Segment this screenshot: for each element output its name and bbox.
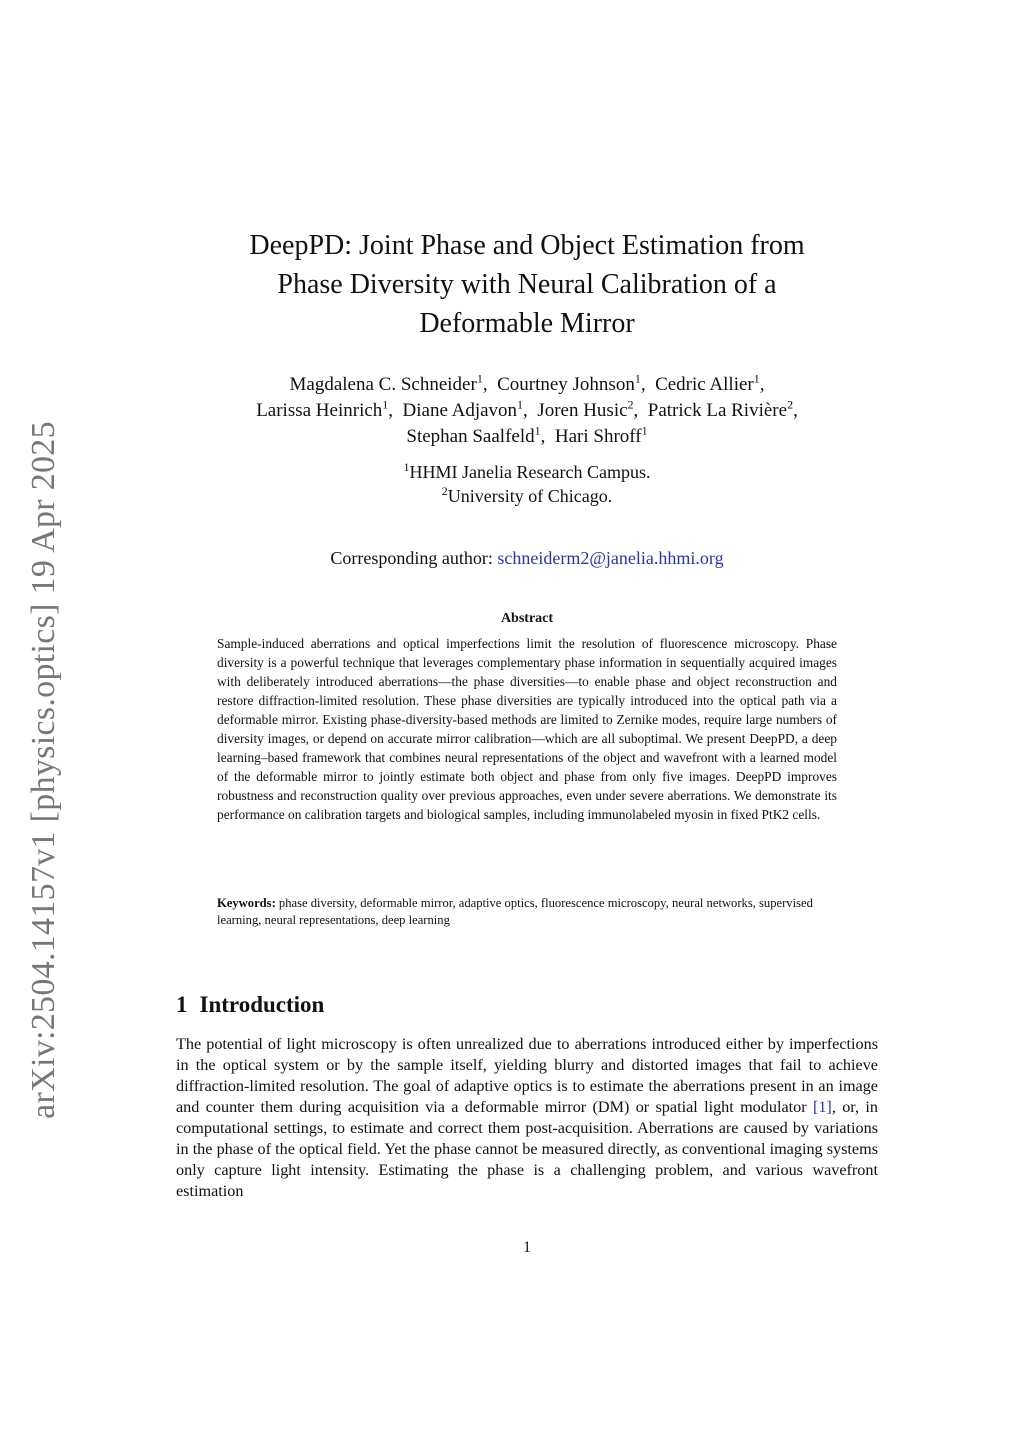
affiliation-mark: 1 — [753, 371, 760, 386]
author — [655, 371, 760, 395]
affiliation-mark: 1 — [403, 460, 410, 474]
author — [256, 397, 389, 421]
author-name: Patrick La Rivière — [647, 400, 788, 421]
author — [554, 423, 648, 447]
affiliation-list — [180, 460, 874, 508]
abstract-heading: Abstract — [500, 611, 554, 626]
affiliation-name: University of Chicago. — [447, 486, 613, 506]
author — [497, 371, 641, 395]
affiliation-mark: 2 — [627, 397, 634, 412]
author-line: Stephan Saalfeld$^1$, Hari Shroff$^1$ — [406, 423, 648, 447]
author-name: Diane Adjavon — [402, 400, 518, 421]
affiliation-name: HHMI Janelia Research Campus. — [409, 462, 651, 482]
affiliation-mark: 1 — [641, 423, 648, 438]
corresponding-author-label: Corresponding author: — [330, 548, 498, 568]
author — [402, 397, 524, 421]
introduction-paragraph — [176, 1034, 878, 1202]
abstract-text: Sample-induced aberrations and optical imperfections limit the resolution of fluorescence microscopy. Phase diversity is a powerful technique that leverages complementary phase information in sequentially acquired images with deliberately introduced aberrations—the phase diversities—to enable phase and object reconstruction and restore diffraction-limited resolution. These phase diversities are typically introduced into the optical path via a deformable mirror. Existing phase-diversity-based methods are limited to Zernike modes, require large numbers of diversity images, or depend on accurate mirror calibration—which are all suboptimal. We present DeepPD, a deep learning–based framework that combines neural representations of the object and wavefront with a learned model of the deformable mirror to jointly estimate both object and phase from only five images. DeepPD improves robustness and reconstruction quality over previous approaches, even under severe aberrations. We demonstrate its performance on calibration targets and biological samples, including immunolabeled myosin in fixed PtK2 cells. — [217, 636, 837, 822]
section-number: 1 — [176, 992, 188, 1017]
section-title: Introduction — [199, 992, 325, 1017]
author-name: Cedric Allier — [655, 374, 754, 395]
affiliation-mark: 2 — [441, 484, 448, 498]
author — [647, 397, 794, 421]
affiliation-mark: 2 — [787, 397, 794, 412]
section-heading — [176, 990, 324, 1020]
keywords-label: Keywords: — [217, 896, 276, 910]
citation-link[interactable]: [1] — [812, 1098, 832, 1116]
author-name: Stephan Saalfeld — [406, 426, 535, 447]
affiliation — [180, 460, 874, 484]
affiliation-mark: 1 — [534, 423, 541, 438]
keywords-text: phase diversity, deformable mirror, adaptive optics, fluorescence microscopy, neural networks, supervised learning, neural representations, deep learning — [217, 896, 813, 927]
author-line: Larissa Heinrich$^1$, Diane Adjavon$^1$, Joren Husic$^2$, Patrick La Rivière$^2$, — [256, 397, 798, 421]
page-number: 1 — [523, 1239, 531, 1256]
arxiv-identifier-stamp: arXiv:2504.14157v1 [physics.optics] 19 Apr 2025 — [25, 421, 62, 1119]
author-name: Courtney Johnson — [497, 374, 635, 395]
affiliation-mark: 1 — [382, 397, 389, 412]
affiliation-mark: 1 — [517, 397, 524, 412]
author-name: Larissa Heinrich — [256, 400, 383, 421]
author-line: Magdalena C. Schneider$^1$, Courtney Johnson$^1$, Cedric Allier$^1$, — [289, 371, 765, 395]
title-line: DeepPD: Joint Phase and Object Estimation from — [249, 230, 805, 261]
author-name: Magdalena C. Schneider — [289, 374, 477, 395]
intro-text: The potential of light microscopy is often unrealized due to aberrations introduced either by imperfections in the optical system or by the sample itself, yielding blurry and distorted images that fail to achieve diffraction-limited resolution. The goal of adaptive optics is to estimate the aberrations present in an image and counter them during acquisition via a deformable mirror (DM) or spatial light modulator — [176, 1035, 878, 1116]
affiliation-mark: 1 — [476, 371, 483, 386]
corresponding-author — [180, 546, 874, 570]
author-list — [180, 372, 874, 450]
keywords — [217, 895, 837, 929]
author-name: Hari Shroff — [554, 426, 642, 447]
paper-title — [200, 226, 854, 343]
affiliation — [180, 484, 874, 508]
title-line: Phase Diversity with Neural Calibration of a — [277, 269, 777, 300]
author-name: Joren Husic — [537, 400, 628, 421]
corresponding-author-email-link[interactable]: schneiderm2@janelia.hhmi.org — [497, 548, 724, 568]
intro-text-continued: , or, in computational settings, to estimate and correct them post-acquisition. Aberrations are caused by variations in the phase of the optical field. Yet the phase cannot be measured directly, as conventional imaging systems only capture light intensity. Estimating the phase is a challenging problem, and various wavefront estimation — [176, 1098, 878, 1200]
affiliation-mark: 1 — [634, 371, 641, 386]
title-line: Deformable Mirror — [419, 308, 635, 339]
author — [289, 371, 483, 395]
author — [537, 397, 634, 421]
